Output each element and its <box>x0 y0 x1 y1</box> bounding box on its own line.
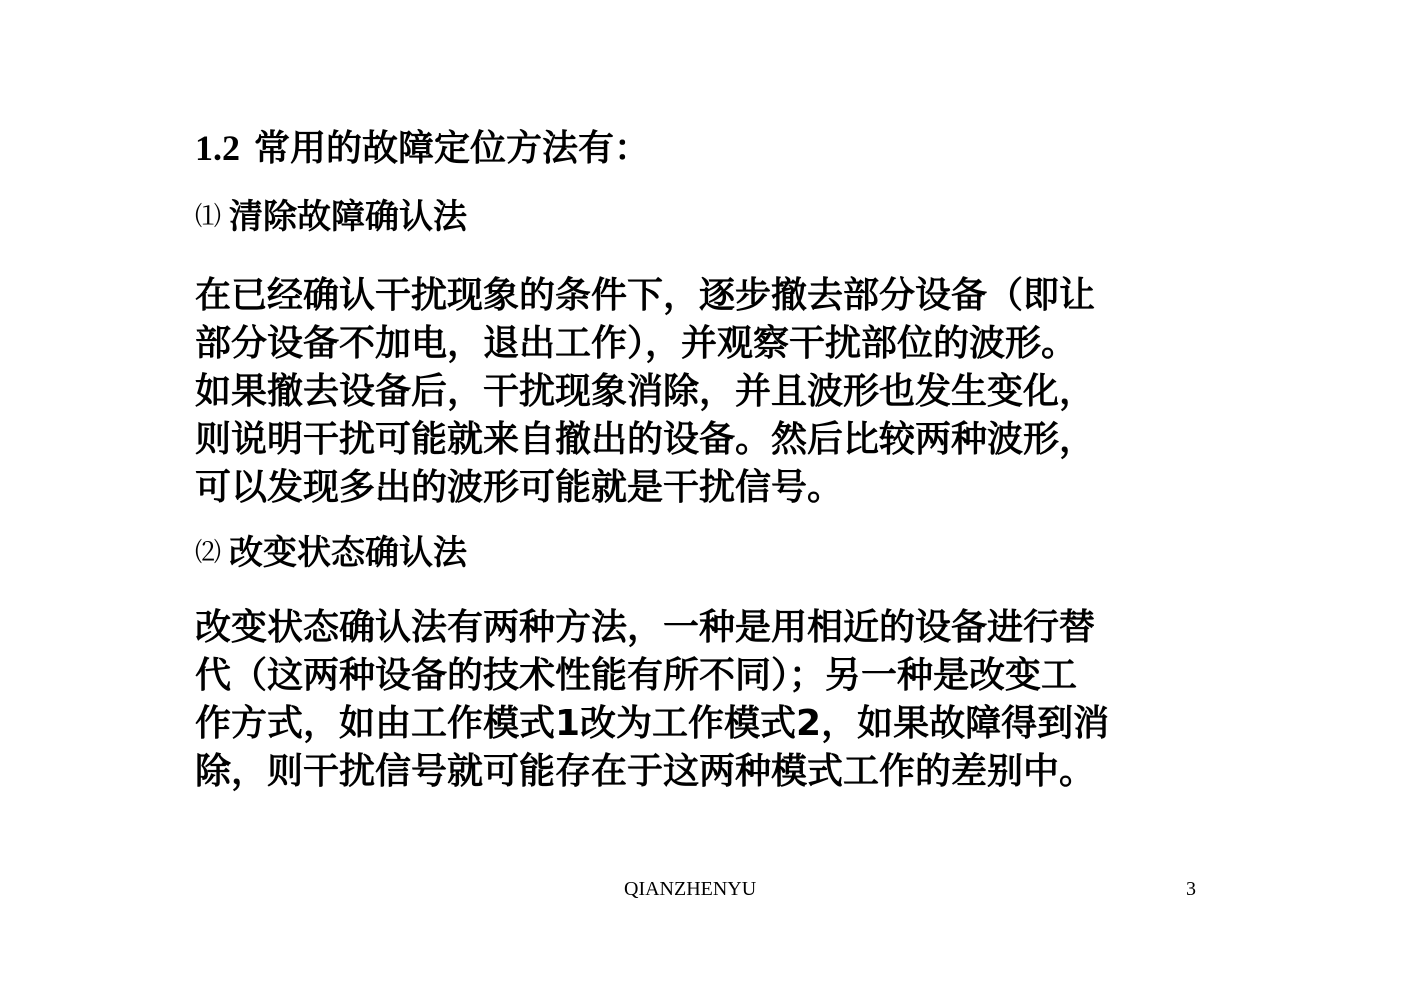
method-2-heading <box>195 528 467 581</box>
paragraph-line: 代（这两种设备的技术性能有所不同）；另一种是改变工 <box>195 655 1078 696</box>
paragraph-line: 除，则干扰信号就可能存在于这两种模式工作的差别中。 <box>195 751 1096 792</box>
paragraph-line: 在已经确认干扰现象的条件下，逐步撤去部分设备（即让 <box>195 275 1096 316</box>
paragraph-line: 作方式，如由工作模式1改为工作模式2，如果故障得到消 <box>195 703 1110 744</box>
method-1-heading <box>195 192 467 245</box>
section-heading <box>195 122 650 175</box>
page-number: 3 <box>1186 878 1196 900</box>
paragraph-line: 如果撤去设备后，干扰现象消除，并且波形也发生变化， <box>195 371 1096 412</box>
method-1-title: 清除故障确认法 <box>229 197 468 237</box>
paragraph-line: 部分设备不加电，退出工作），并观察干扰部位的波形。 <box>195 323 1078 364</box>
paragraph-line: 改变状态确认法有两种方法，一种是用相近的设备进行替 <box>195 607 1096 648</box>
section-title: 常用的故障定位方法有： <box>254 128 651 169</box>
method-2-marker: ⑵ <box>195 538 222 568</box>
section-number: 1.2 <box>195 128 240 168</box>
method-1-marker: ⑴ <box>195 202 222 232</box>
method-2-paragraph <box>195 604 1109 796</box>
footer-author: QIANZHENYU <box>624 878 757 900</box>
paragraph-line: 则说明干扰可能就来自撤出的设备。然后比较两种波形， <box>195 419 1096 460</box>
method-1-paragraph <box>195 272 1095 512</box>
paragraph-line: 可以发现多出的波形可能就是干扰信号。 <box>195 467 844 508</box>
method-2-title: 改变状态确认法 <box>229 533 468 573</box>
